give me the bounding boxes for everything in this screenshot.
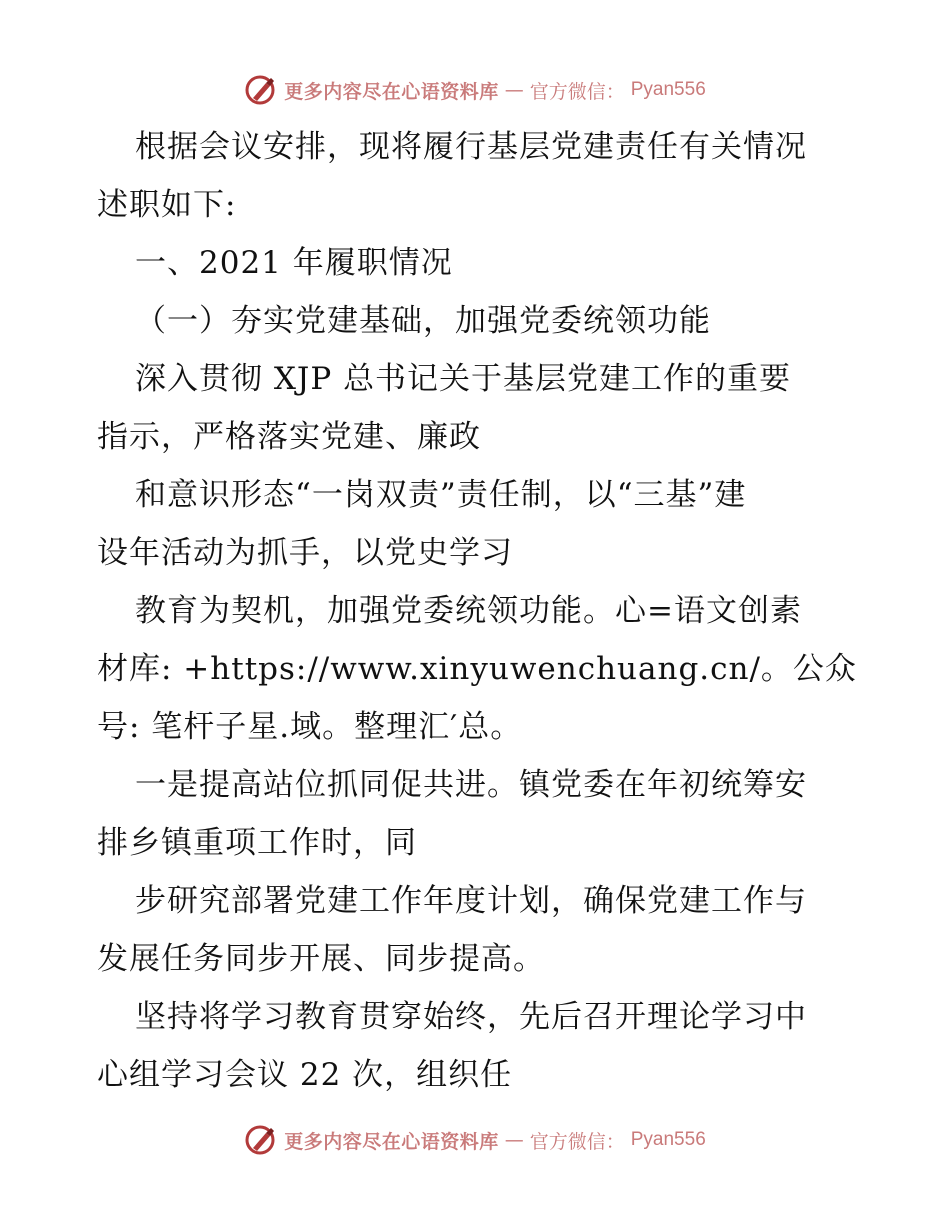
paragraph-line: 坚持将学习教育贯穿始终，先后召开理论学习中 [135, 999, 807, 1035]
paragraph-line: 排乡镇重项工作时，同 [97, 825, 417, 861]
paragraph-line: 设年活动为抓手，以党史学习 [97, 535, 513, 571]
banner-wechat-label: 官方微信： [529, 1130, 625, 1153]
header-banner [0, 70, 950, 110]
paragraph-line: 和意识形态“一岗双责”责任制，以“三基”建 [135, 477, 747, 513]
footer-banner [0, 1120, 950, 1160]
paragraph-line: 一是提高站位抓同促共进。镇党委在年初统筹安 [135, 767, 807, 803]
paragraph-line: 根据会议安排，现将履行基层党建责任有关情况 [135, 129, 807, 165]
paragraph-line: 发展任务同步开展、同步提高。 [97, 941, 545, 977]
paragraph-line: 指示，严格落实党建、廉政 [97, 419, 481, 455]
banner-separator: — [504, 79, 524, 101]
paragraph-line: 步研究部署党建工作年度计划，确保党建工作与 [135, 883, 807, 919]
paragraph-line: 号: 笔杆子星.域。整理汇′总。 [97, 709, 523, 745]
document-body [97, 118, 857, 1104]
banner-wechat-label: 官方微信： [529, 80, 625, 103]
banner-main-text: 更多内容尽在心语资料库 [284, 80, 499, 103]
section-heading: 一、2021 年履职情况 [135, 245, 453, 281]
pen-logo-icon [244, 1123, 278, 1157]
paragraph-line: 述职如下: [97, 187, 237, 223]
paragraph-line: 材库: +https://www.xinyuwenchuang.cn/。公众 [97, 651, 857, 687]
banner-wechat-id: Pyan556 [630, 79, 706, 100]
banner-wechat-id: Pyan556 [630, 1129, 706, 1150]
subsection-heading: （一）夯实党建基础，加强党委统领功能 [135, 303, 711, 339]
banner-main-text: 更多内容尽在心语资料库 [284, 1130, 499, 1153]
paragraph-line: 深入贯彻 XJP 总书记关于基层党建工作的重要 [135, 361, 792, 397]
banner-separator: — [504, 1129, 524, 1151]
pen-logo-icon [244, 73, 278, 107]
paragraph-line: 教育为契机，加强党委统领功能。心=语文创素 [135, 593, 802, 629]
paragraph-line: 心组学习会议 22 次，组织任 [97, 1057, 513, 1093]
